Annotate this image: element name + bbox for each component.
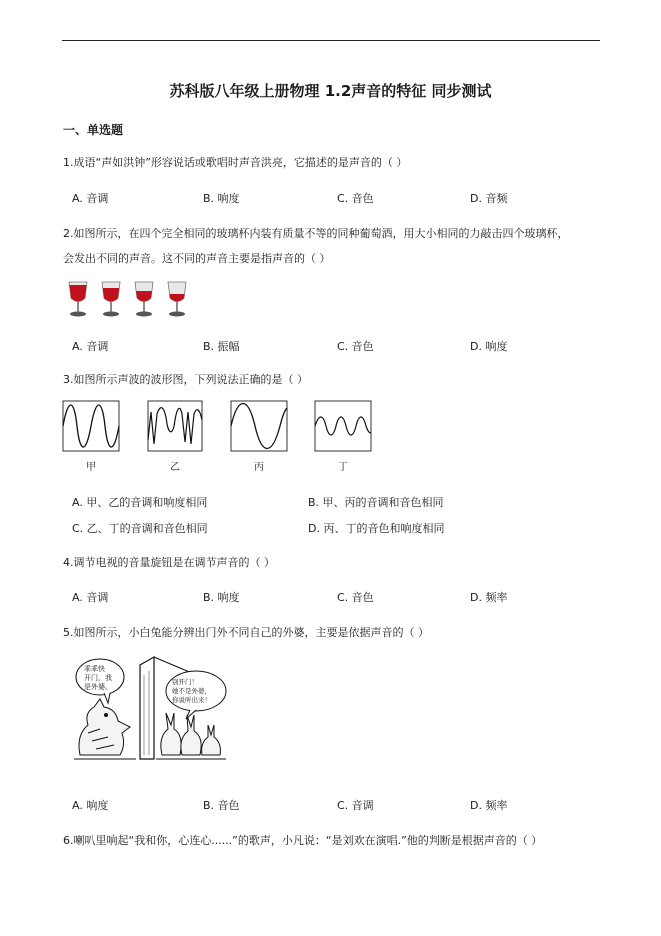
bubble-left-line2: 开门，我 <box>84 674 112 682</box>
q1-option-c[interactable]: C. 音色 <box>337 192 374 205</box>
q1-option-b[interactable]: B. 响度 <box>203 192 240 205</box>
q5-option-a[interactable]: A. 响度 <box>72 799 109 812</box>
q3-option-a[interactable]: A. 甲、乙的音调和响度相同 <box>72 496 208 509</box>
waveform-jia <box>63 401 119 451</box>
question-1-stem: 1.成语“声如洪钟”形容说话或歌唱时声音洪亮，它描述的是声音的（ ） <box>63 156 408 169</box>
section-heading: 一、单选题 <box>63 123 124 137</box>
q5-option-b[interactable]: B. 音色 <box>203 799 240 812</box>
q3-option-b[interactable]: B. 甲、丙的音调和音色相同 <box>308 496 444 509</box>
waveform-label-yi: 乙 <box>170 462 180 473</box>
waveform-label-bing: 丙 <box>254 462 264 473</box>
bubble-right-line1: 别开门！ <box>172 678 198 686</box>
q2-option-a[interactable]: A. 音调 <box>72 340 109 353</box>
waveform-label-ding: 丁 <box>338 462 348 473</box>
header-rule <box>62 40 600 41</box>
bubble-right-line3: 你说听出来！ <box>172 696 211 704</box>
question-3-stem: 3.如图所示声波的波形图，下列说法正确的是（ ） <box>63 373 308 386</box>
q5-option-d[interactable]: D. 频率 <box>470 799 508 812</box>
rabbits-figure <box>156 713 226 759</box>
q3-option-c[interactable]: C. 乙、丁的音调和音色相同 <box>72 522 208 535</box>
question-4-stem: 4.调节电视的音量旋钮是在调节声音的（ ） <box>63 556 275 569</box>
waveform-ding <box>315 401 371 451</box>
question-6-stem: 6.喇叭里响起“我和你，心连心......”的歌声，小凡说：“是刘欢在演唱.”他的判断是根据声音的（ ） <box>63 834 543 847</box>
wolf-figure <box>74 699 136 759</box>
bubble-left-line1: 乖乖快 <box>84 665 105 673</box>
q5-option-c[interactable]: C. 音调 <box>337 799 374 812</box>
q2-option-d[interactable]: D. 响度 <box>470 340 508 353</box>
waveform-label-jia: 甲 <box>86 462 96 473</box>
question-2-stem-line1: 2.如图所示，在四个完全相同的玻璃杯内装有质量不等的同种葡萄酒，用大小相同的力敲击四个玻璃杯， <box>63 227 569 240</box>
q2-option-b[interactable]: B. 振幅 <box>203 340 240 353</box>
wine-glass-4 <box>168 282 186 317</box>
bubble-left-line3: 是外婆。 <box>84 683 112 691</box>
q4-option-c[interactable]: C. 音色 <box>337 591 374 604</box>
q4-option-b[interactable]: B. 响度 <box>203 591 240 604</box>
bubble-right-line2: 她不是外婆， <box>172 687 211 695</box>
waveform-yi <box>148 401 202 451</box>
waveform-bing <box>231 401 287 451</box>
page-title: 苏科版八年级上册物理 1.2声音的特征 同步测试 <box>169 82 492 100</box>
wine-glasses-figure <box>66 280 190 320</box>
waveform-figure <box>62 400 374 452</box>
wine-glass-2 <box>102 282 120 317</box>
q2-option-c[interactable]: C. 音色 <box>337 340 374 353</box>
question-2-stem-line2: 会发出不同的声音。这不同的声音主要是指声音的（ ） <box>63 252 331 265</box>
wine-glass-1 <box>69 282 87 317</box>
q1-option-d[interactable]: D. 音频 <box>470 192 508 205</box>
wine-glass-3 <box>135 282 153 317</box>
q1-option-a[interactable]: A. 音调 <box>72 192 109 205</box>
rabbit-door-cartoon <box>70 655 230 765</box>
q4-option-a[interactable]: A. 音调 <box>72 591 109 604</box>
q4-option-d[interactable]: D. 频率 <box>470 591 508 604</box>
question-5-stem: 5.如图所示，小白兔能分辨出门外不同自己的外婆，主要是依据声音的（ ） <box>63 626 429 639</box>
q3-option-d[interactable]: D. 丙、丁的音色和响度相同 <box>308 522 445 535</box>
